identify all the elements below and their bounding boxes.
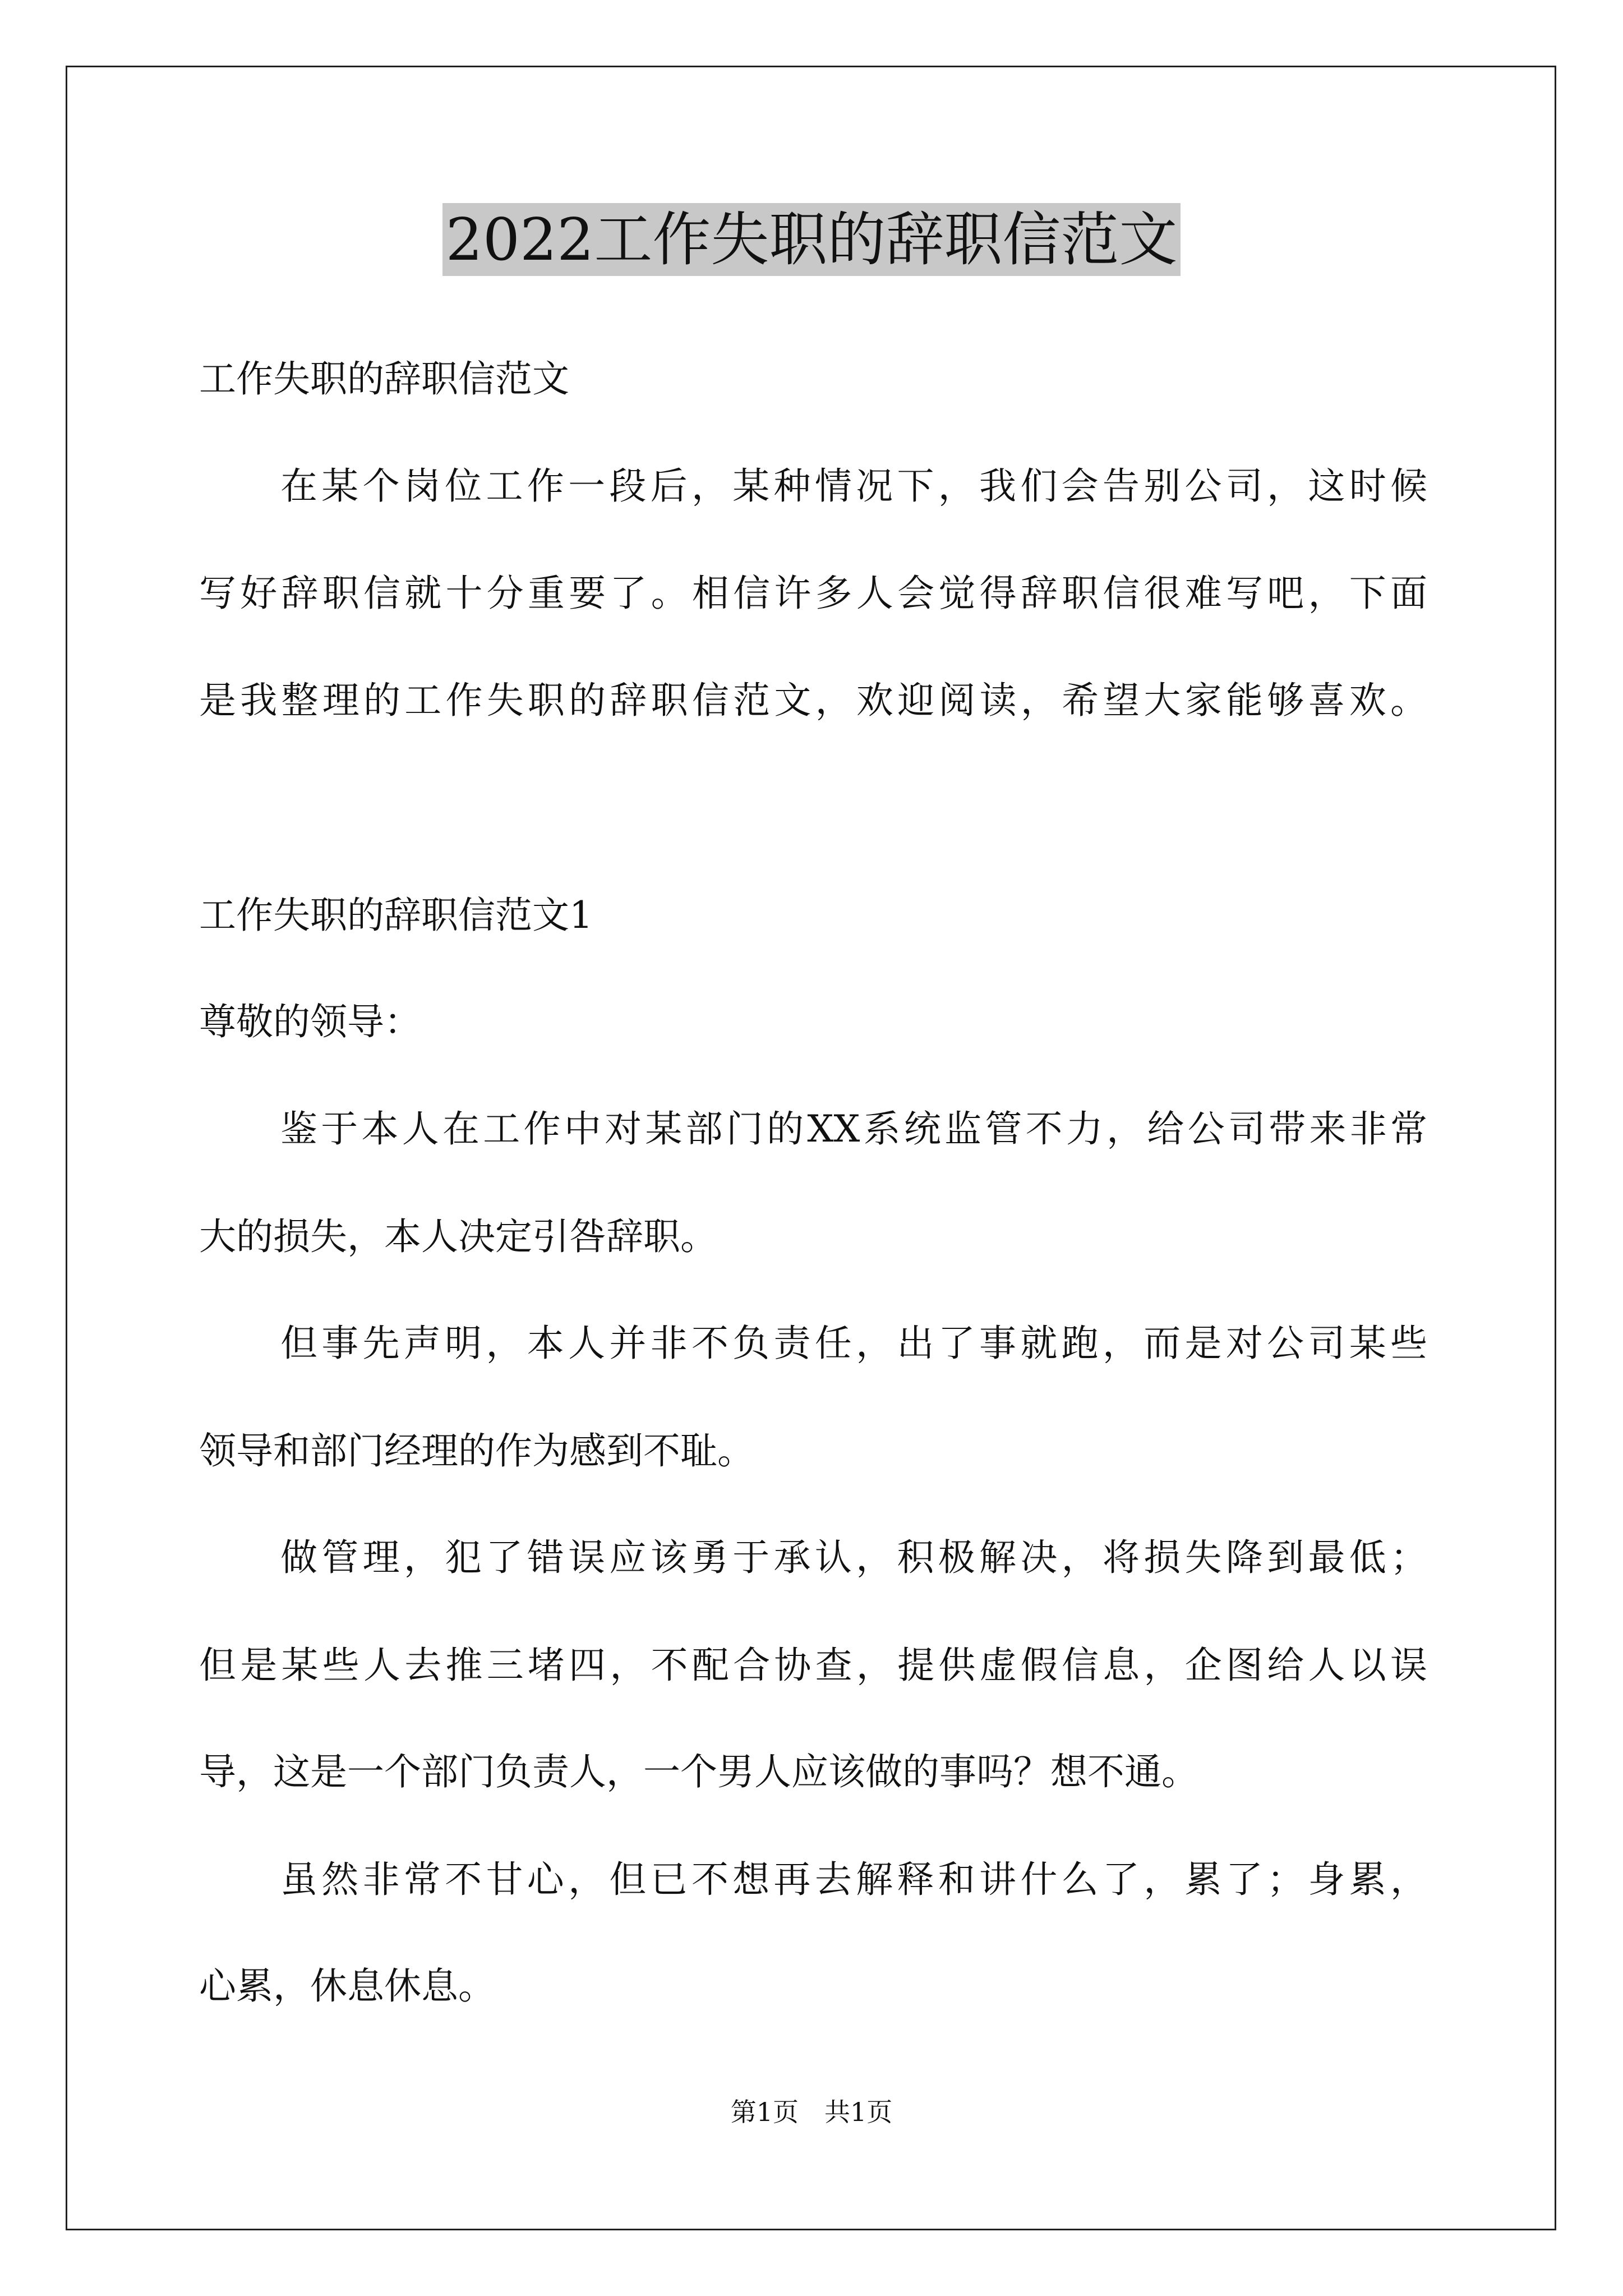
intro-line-3: 是我整理的工作失职的辞职信范文，欢迎阅读，希望大家能够喜欢。 xyxy=(199,679,1427,722)
title-container xyxy=(0,203,1623,276)
body-line-7: 导，这是一个部门负责人，一个男人应该做的事吗？想不通。 xyxy=(199,1750,1198,1793)
document-title: 2022工作失职的辞职信范文 xyxy=(442,203,1181,276)
body-line-6: 但是某些人去推三堵四，不配合协查，提供虚假信息，企图给人以误 xyxy=(199,1644,1427,1687)
body-line-4: 领导和部门经理的作为感到不耻。 xyxy=(199,1429,754,1473)
page-footer: 第1页 共1页 xyxy=(730,2097,893,2127)
intro-line-1: 在某个岗位工作一段后，某种情况下，我们会告别公司，这时候 xyxy=(280,464,1427,508)
salutation: 尊敬的领导： xyxy=(199,1000,421,1043)
body-line-2: 大的损失，本人决定引咎辞职。 xyxy=(199,1215,717,1258)
body-line-9: 心累，休息休息。 xyxy=(199,1964,495,2008)
section-heading: 工作失职的辞职信范文1 xyxy=(199,894,593,937)
document-subtitle: 工作失职的辞职信范文 xyxy=(199,357,569,401)
intro-line-2: 写好辞职信就十分重要了。相信许多人会觉得辞职信很难写吧，下面 xyxy=(199,572,1427,615)
body-line-1: 鉴于本人在工作中对某部门的XX系统监管不力，给公司带来非常 xyxy=(280,1107,1427,1151)
body-line-3: 但事先声明，本人并非不负责任，出了事就跑，而是对公司某些 xyxy=(280,1322,1427,1365)
body-line-5: 做管理，犯了错误应该勇于承认，积极解决，将损失降到最低； xyxy=(280,1536,1427,1579)
body-line-8: 虽然非常不甘心，但已不想再去解释和讲什么了，累了；身累， xyxy=(280,1858,1427,1901)
